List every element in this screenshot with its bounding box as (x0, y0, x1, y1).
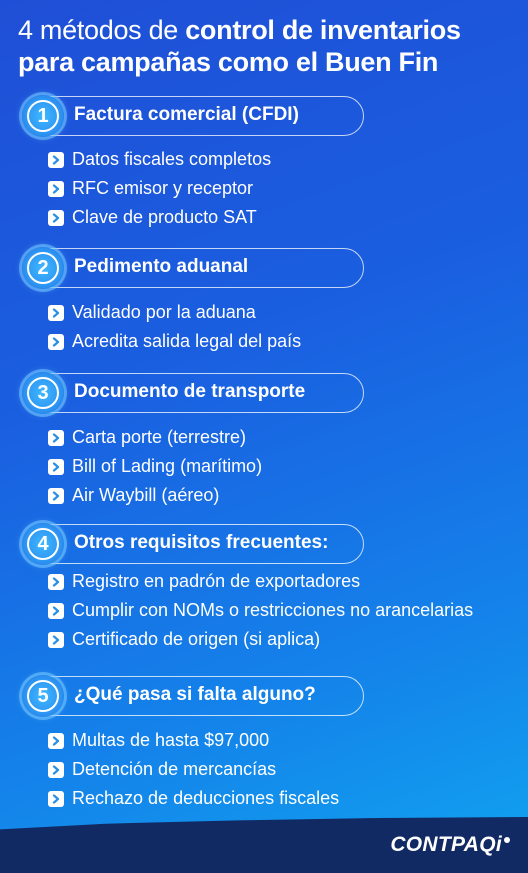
number-badge: 2 (22, 247, 64, 289)
list-item-text: Certificado de origen (si aplica) (72, 629, 321, 649)
number-badge: 1 (22, 95, 64, 137)
chevron-right-icon (48, 459, 64, 475)
list-item-text: Registro en padrón de exportadores (72, 571, 361, 591)
chevron-right-icon (48, 334, 64, 350)
page-title (18, 14, 518, 78)
list-item (48, 726, 339, 755)
list-item-text: RFC emisor y receptor (72, 178, 254, 198)
list-item-text: Cumplir con NOMs o restricciones no arancelarias (72, 600, 474, 620)
list-item-text: Datos fiscales completos (72, 149, 272, 169)
logo-dot (504, 837, 510, 843)
chevron-right-icon (48, 488, 64, 504)
item-list (48, 298, 301, 356)
list-item (48, 625, 473, 654)
list-item-text: Air Waybill (aéreo) (72, 485, 220, 505)
section-heading: Documento de transporte (74, 381, 306, 402)
list-item (48, 145, 271, 174)
chevron-right-icon (48, 574, 64, 590)
list-item-text: Carta porte (terrestre) (72, 427, 247, 447)
item-list (48, 567, 473, 654)
list-item (48, 298, 301, 327)
chevron-right-icon (48, 733, 64, 749)
section-heading: Pedimento aduanal (74, 256, 249, 277)
list-item (48, 755, 339, 784)
list-item (48, 174, 271, 203)
number-badge: 4 (22, 523, 64, 565)
chevron-right-icon (48, 632, 64, 648)
list-item (48, 452, 262, 481)
logo-text: CONTPAQi (390, 833, 502, 856)
list-item-text: Multas de hasta $97,000 (72, 730, 270, 750)
chevron-right-icon (48, 430, 64, 446)
section-heading: ¿Qué pasa si falta alguno? (74, 684, 316, 705)
chevron-right-icon (48, 152, 64, 168)
title-light: 4 métodos de (18, 15, 186, 45)
chevron-right-icon (48, 762, 64, 778)
chevron-right-icon (48, 210, 64, 226)
list-item (48, 203, 271, 232)
list-item-text: Clave de producto SAT (72, 207, 257, 227)
title-bold-line1: control de inventarios (185, 15, 461, 45)
number-badge: 3 (22, 372, 64, 414)
list-item-text: Acredita salida legal del país (72, 331, 302, 351)
list-item-text: Detención de mercancías (72, 759, 277, 779)
chevron-right-icon (48, 305, 64, 321)
chevron-right-icon (48, 791, 64, 807)
item-list (48, 726, 339, 813)
list-item-text: Validado por la aduana (72, 302, 256, 322)
list-item (48, 784, 339, 813)
list-item-text: Bill of Lading (marítimo) (72, 456, 263, 476)
contpaqi-logo (390, 833, 510, 857)
list-item (48, 567, 473, 596)
title-line2: para campañas como el Buen Fin (18, 47, 439, 77)
chevron-right-icon (48, 181, 64, 197)
list-item (48, 481, 262, 510)
list-item (48, 596, 473, 625)
chevron-right-icon (48, 603, 64, 619)
section-heading: Factura comercial (CFDI) (74, 104, 299, 125)
number-badge: 5 (22, 675, 64, 717)
list-item-text: Rechazo de deducciones fiscales (72, 788, 340, 808)
list-item (48, 423, 262, 452)
item-list (48, 423, 262, 510)
section-heading: Otros requisitos frecuentes: (74, 532, 329, 553)
list-item (48, 327, 301, 356)
item-list (48, 145, 271, 232)
